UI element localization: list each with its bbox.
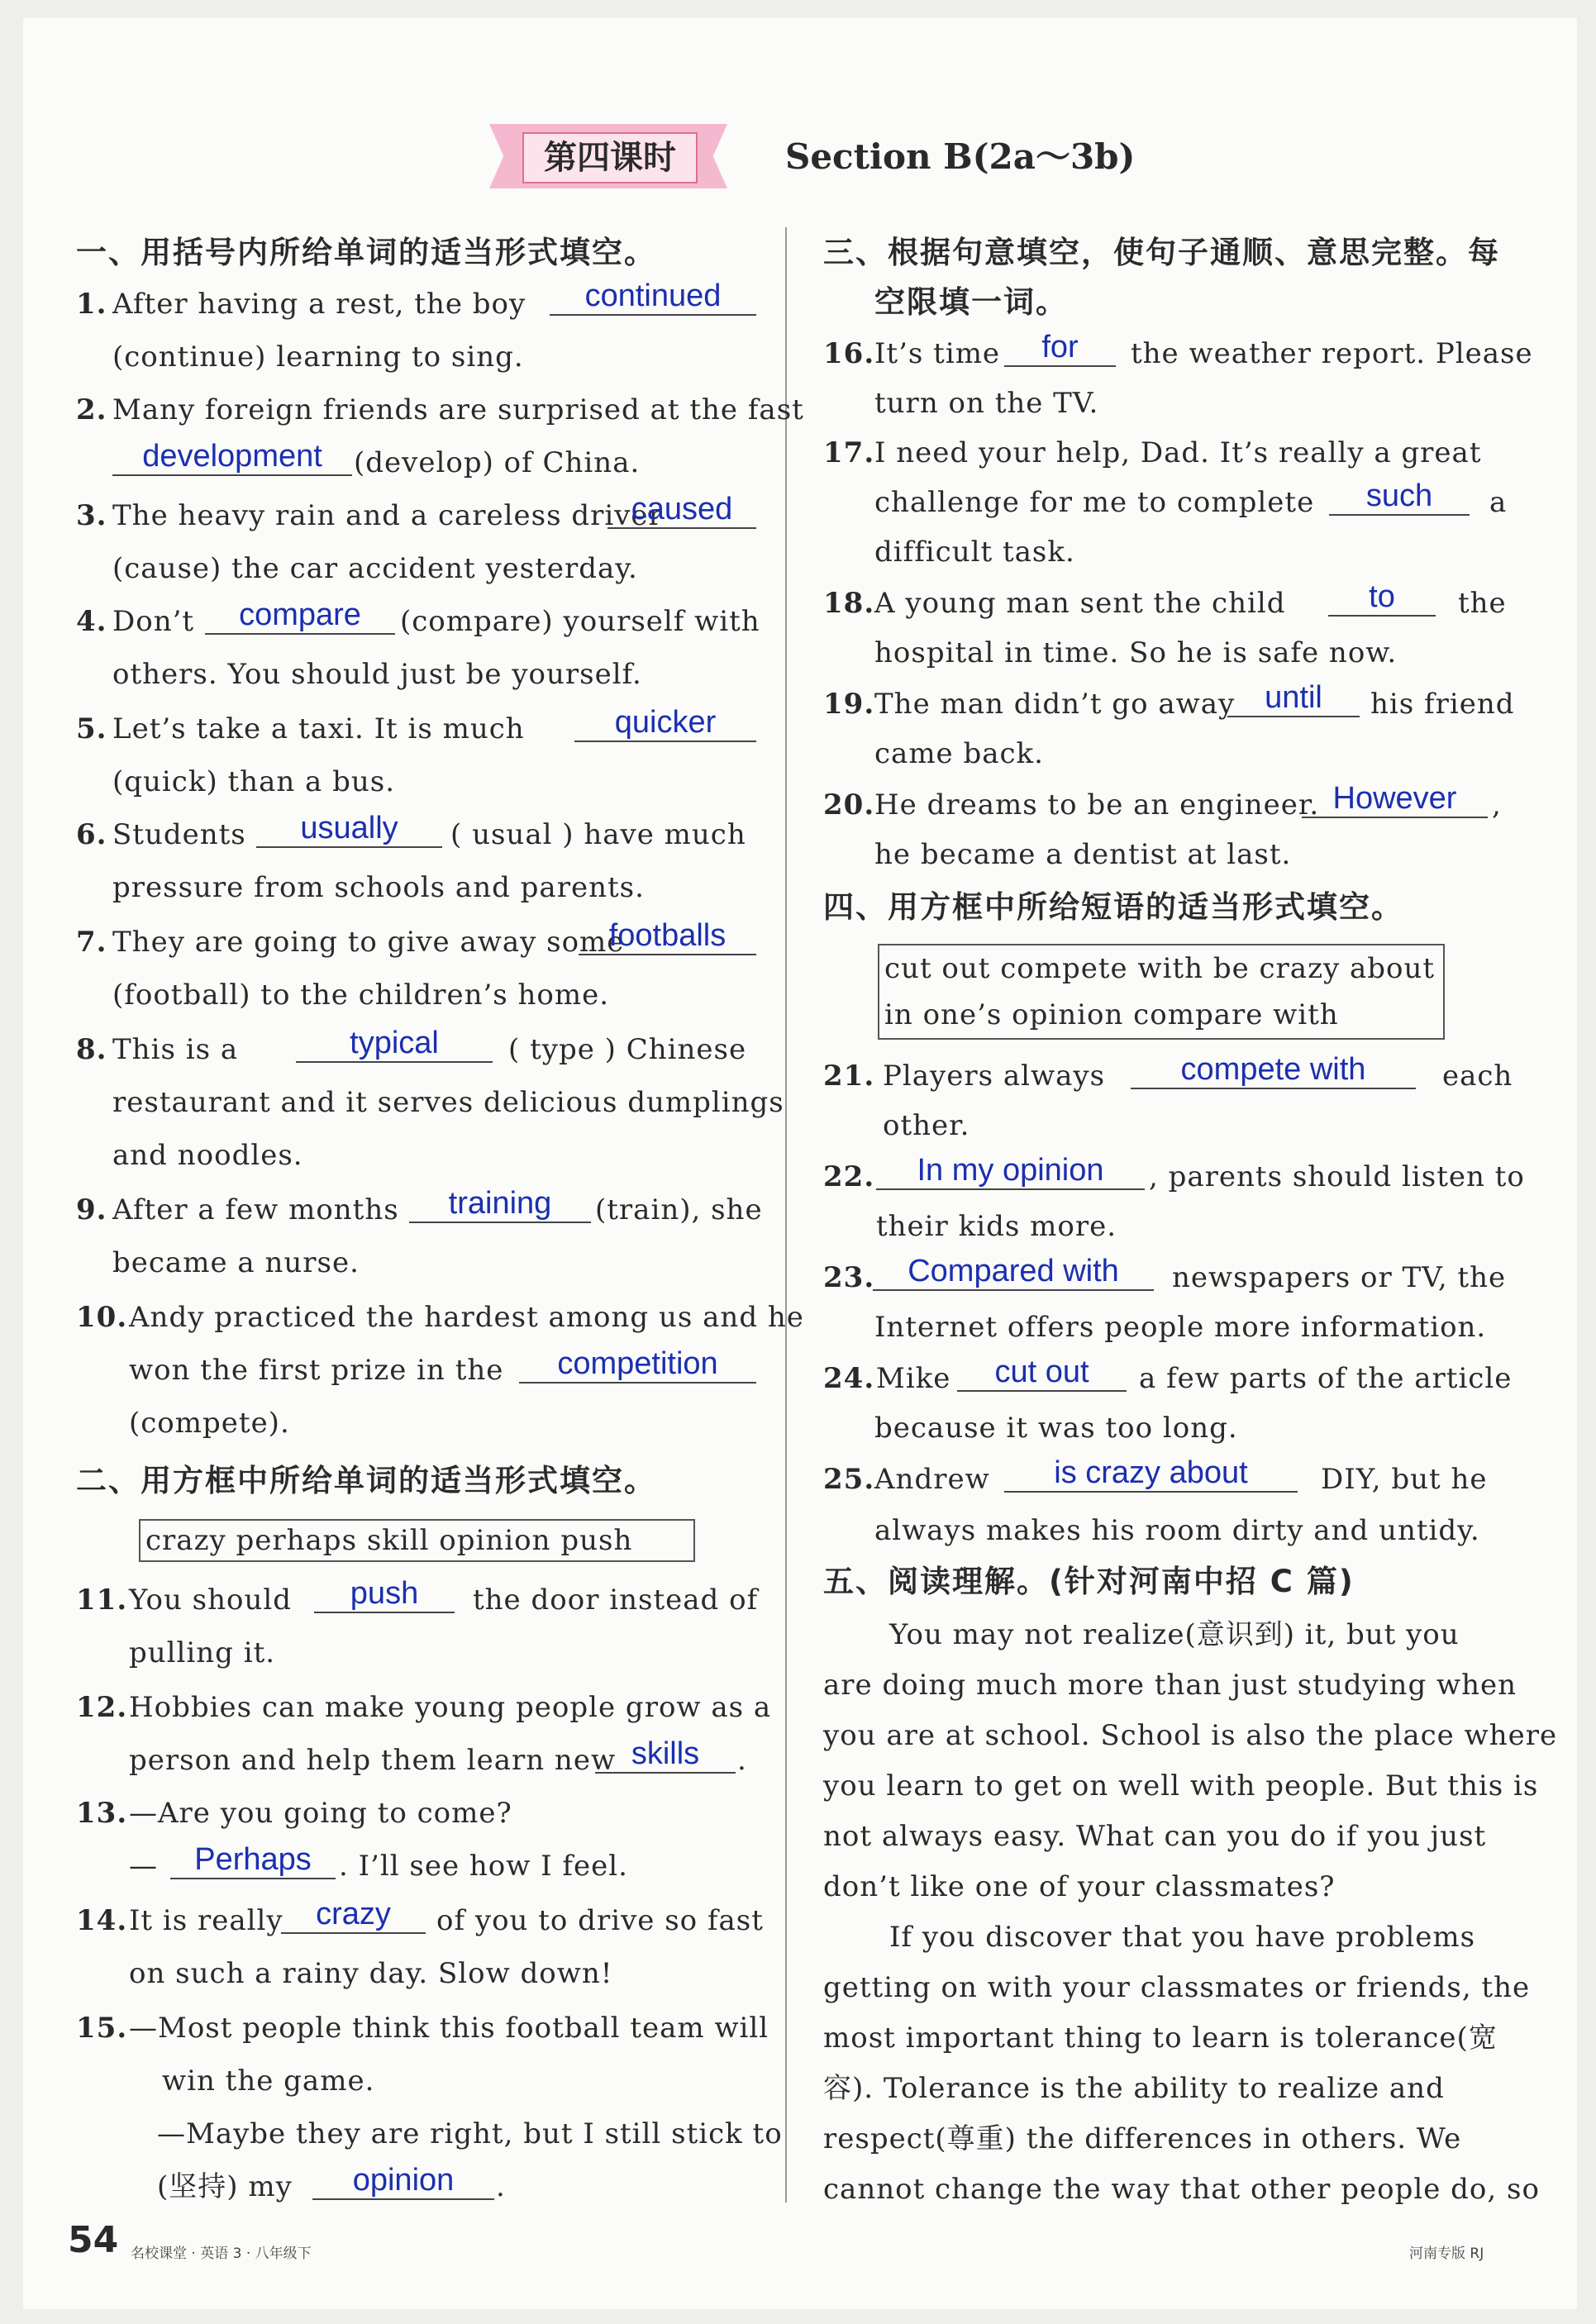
q4-number: 4. <box>76 605 107 638</box>
q17-answer[interactable]: such <box>1329 478 1470 516</box>
q23-answer[interactable]: Compared with <box>873 1253 1154 1291</box>
passage-line: You may not realize(意识到) it, but you <box>889 1618 1460 1651</box>
passage-line: you are at school. School is also the place where <box>823 1719 1558 1752</box>
q9-text: After a few months <box>112 1193 399 1226</box>
part3-heading: 三、根据句意填空，使句子通顺、意思完整。每 <box>823 235 1500 270</box>
q14-answer[interactable]: crazy <box>281 1896 426 1934</box>
q1-text: After having a rest, the boy <box>112 288 526 321</box>
q1-answer[interactable]: continued <box>550 278 756 316</box>
q16-text: It’s time <box>874 337 1001 370</box>
q18-text: A young man sent the child <box>874 587 1286 620</box>
part5-heading: 五、阅读理解。(针对河南中招 C 篇) <box>823 1564 1355 1599</box>
q15-text-4: (坚持) my <box>157 2170 293 2203</box>
phrase-box-line-2: in one’s opinion compare with <box>884 998 1339 1031</box>
passage-line: 容). Tolerance is the ability to realize and <box>823 2072 1445 2105</box>
q14-text-mid: of you to drive so fast <box>436 1904 764 1937</box>
q1-text-cont: (continue) learning to sing. <box>112 341 524 374</box>
q19-number: 19. <box>823 688 875 721</box>
part3-heading-cont: 空限填一词。 <box>874 284 1068 320</box>
q15-answer[interactable]: opinion <box>312 2162 494 2200</box>
q22-number: 22. <box>823 1160 875 1193</box>
q21-text-cont: other. <box>883 1109 970 1142</box>
q19-answer[interactable]: until <box>1227 679 1360 717</box>
q22-text-cont: their kids more. <box>876 1210 1117 1243</box>
passage-line: If you discover that you have problems <box>889 1921 1476 1954</box>
part1-heading: 一、用括号内所给单词的适当形式填空。 <box>76 235 656 270</box>
q7-text-cont: (football) to the children’s home. <box>112 979 610 1012</box>
q11-text: You should <box>129 1583 293 1617</box>
q15-number: 15. <box>76 2012 128 2045</box>
q20-text-cont: he became a dentist at last. <box>874 838 1292 871</box>
q1-number: 1. <box>76 288 107 321</box>
q14-text-cont: on such a rainy day. Slow down! <box>129 1957 613 1990</box>
q21-number: 21. <box>823 1060 875 1093</box>
q18-number: 18. <box>823 587 875 620</box>
q20-text: He dreams to be an engineer. <box>874 788 1320 821</box>
passage-line: are doing much more than just studying when <box>823 1669 1517 1702</box>
q12-text-mid: person and help them learn new <box>129 1744 617 1777</box>
q12-text-end: . <box>737 1744 747 1777</box>
q2-number: 2. <box>76 393 107 426</box>
q16-number: 16. <box>823 337 875 370</box>
q16-text-mid: the weather report. Please <box>1131 337 1533 370</box>
passage-line: cannot change the way that other people do, so <box>823 2173 1540 2206</box>
q20-number: 20. <box>823 788 875 821</box>
q19-text: The man didn’t go away <box>874 688 1236 721</box>
q24-number: 24. <box>823 1362 875 1395</box>
q6-text: Students <box>112 818 246 851</box>
q9-text-cont: became a nurse. <box>112 1246 360 1279</box>
q4-text: Don’t <box>112 605 195 638</box>
q23-text: newspapers or TV, the <box>1172 1261 1507 1294</box>
q15-text-2: win the game. <box>162 2064 375 2098</box>
q8-text: This is a <box>112 1033 239 1066</box>
q17-text-mid: challenge for me to complete <box>874 486 1315 519</box>
q7-number: 7. <box>76 926 107 959</box>
q11-answer[interactable]: push <box>314 1575 455 1613</box>
q15-text-3: —Maybe they are right, but I still stick to <box>157 2117 783 2150</box>
q15-text: —Most people think this football team will <box>129 2012 769 2045</box>
q8-answer[interactable]: typical <box>296 1025 493 1063</box>
q3-answer[interactable]: caused <box>607 491 756 529</box>
passage-line: getting on with your classmates or friends, the <box>823 1971 1531 2004</box>
q13-dash: — <box>129 1850 158 1883</box>
q15-text-end: . <box>496 2170 506 2203</box>
q17-text-a: a <box>1489 486 1508 519</box>
part2-heading: 二、用方框中所给单词的适当形式填空。 <box>76 1463 656 1498</box>
q9-number: 9. <box>76 1193 107 1226</box>
q12-answer[interactable]: skills <box>595 1736 736 1774</box>
q25-text-cont: always makes his room dirty and untidy. <box>874 1514 1480 1547</box>
q9-text-mid: (train), she <box>595 1193 763 1226</box>
q16-answer[interactable]: for <box>1004 329 1116 367</box>
q17-text-cont: difficult task. <box>874 536 1075 569</box>
q24-text-cont: because it was too long. <box>874 1412 1238 1445</box>
q17-number: 17. <box>823 436 875 469</box>
q13-text-cont: . I’ll see how I feel. <box>339 1850 628 1883</box>
q18-text-cont: hospital in time. So he is safe now. <box>874 636 1398 669</box>
edition-info: 河南专版 RJ <box>1409 2245 1484 2262</box>
q22-answer[interactable]: In my opinion <box>876 1152 1145 1190</box>
q6-text-mid: ( usual ) have much <box>450 818 746 851</box>
q6-number: 6. <box>76 818 107 851</box>
q24-text: Mike <box>876 1362 951 1395</box>
q11-number: 11. <box>76 1583 128 1617</box>
q12-number: 12. <box>76 1691 128 1724</box>
q10-text-mid: won the first prize in the <box>129 1354 504 1387</box>
q21-answer[interactable]: compete with <box>1131 1051 1416 1089</box>
q17-text: I need your help, Dad. It’s really a great <box>874 436 1482 469</box>
q3-text: The heavy rain and a careless driver <box>112 499 663 532</box>
part4-phrase-box <box>878 944 1445 1040</box>
passage-line: don’t like one of your classmates? <box>823 1870 1336 1903</box>
q11-text-cont: pulling it. <box>129 1636 276 1669</box>
section-title: Section B(2a～3b) <box>785 136 1136 177</box>
q11-text-mid: the door instead of <box>473 1583 759 1617</box>
q18-text-mid: the <box>1458 587 1507 620</box>
q10-answer[interactable]: competition <box>519 1345 756 1383</box>
part2-word-box: crazy perhaps skill opinion push <box>139 1519 695 1562</box>
q6-text-cont: pressure from schools and parents. <box>112 871 645 904</box>
q4-text-cont: others. You should just be yourself. <box>112 658 642 691</box>
q20-answer[interactable]: However <box>1302 780 1488 818</box>
q13-text: —Are you going to come? <box>129 1797 512 1830</box>
q4-answer[interactable]: compare <box>205 597 395 635</box>
q23-text-cont: Internet offers people more information. <box>874 1311 1487 1344</box>
passage-line: not always easy. What can you do if you just <box>823 1820 1487 1853</box>
part4-heading: 四、用方框中所给短语的适当形式填空。 <box>823 889 1403 925</box>
q20-text-comma: , <box>1492 788 1502 821</box>
q25-number: 25. <box>823 1463 875 1496</box>
q5-text: Let’s take a taxi. It is much <box>112 712 525 745</box>
page-number: 54 <box>68 2219 119 2261</box>
q16-text-cont: turn on the TV. <box>874 387 1099 420</box>
q9-answer[interactable]: training <box>409 1185 591 1223</box>
q3-number: 3. <box>76 499 107 532</box>
q5-number: 5. <box>76 712 107 745</box>
q10-text: Andy practiced the hardest among us and he <box>129 1301 804 1334</box>
book-info: 名校课堂 · 英语 3 · 八年级下 <box>131 2245 312 2262</box>
q5-text-cont: (quick) than a bus. <box>112 765 396 798</box>
q5-answer[interactable]: quicker <box>574 704 756 742</box>
reading-passage <box>823 1610 1558 2215</box>
q25-text: Andrew <box>874 1463 990 1496</box>
q13-answer[interactable]: Perhaps <box>170 1841 336 1879</box>
q25-answer[interactable]: is crazy about <box>1004 1455 1298 1493</box>
q13-number: 13. <box>76 1797 128 1830</box>
phrase-box-line-1: cut out compete with be crazy about <box>884 952 1436 985</box>
q24-answer[interactable]: cut out <box>957 1354 1127 1392</box>
q2-text-cont: (develop) of China. <box>354 446 641 479</box>
q10-text-cont: (compete). <box>129 1407 290 1440</box>
column-divider <box>785 227 787 2203</box>
q8-text-cont: restaurant and it serves delicious dumplings <box>112 1086 784 1119</box>
q8-text-mid: ( type ) Chinese <box>508 1033 747 1066</box>
q7-answer[interactable]: footballs <box>579 917 756 955</box>
q3-text-cont: (cause) the car accident yesterday. <box>112 552 638 585</box>
q8-text-end: and noodles. <box>112 1139 303 1172</box>
q14-text: It is really <box>129 1904 283 1937</box>
q14-number: 14. <box>76 1904 128 1937</box>
q4-text-mid: (compare) yourself with <box>400 605 760 638</box>
passage-line: respect(尊重) the differences in others. We <box>823 2122 1462 2155</box>
passage-line: you learn to get on well with people. But this is <box>823 1769 1539 1803</box>
q2-text: Many foreign friends are surprised at the fast <box>112 393 804 426</box>
q10-number: 10. <box>76 1301 128 1334</box>
q22-text: , parents should listen to <box>1149 1160 1525 1193</box>
lesson-badge: 第四课时 <box>522 132 698 183</box>
q21-text-mid: each <box>1442 1060 1513 1093</box>
q23-number: 23. <box>823 1261 875 1294</box>
q19-text-cont: came back. <box>874 737 1044 770</box>
q12-text: Hobbies can make young people grow as a <box>129 1691 772 1724</box>
q24-text-mid: a few parts of the article <box>1139 1362 1513 1395</box>
q21-text: Players always <box>883 1060 1106 1093</box>
q18-answer[interactable]: to <box>1328 579 1436 617</box>
q19-text-mid: his friend <box>1370 688 1515 721</box>
q8-number: 8. <box>76 1033 107 1066</box>
passage-line: most important thing to learn is tolerance(宽 <box>823 2022 1498 2055</box>
q25-text-mid: DIY, but he <box>1321 1463 1488 1496</box>
q2-answer[interactable]: development <box>112 438 352 476</box>
q7-text: They are going to give away some <box>112 926 625 959</box>
q6-answer[interactable]: usually <box>256 810 442 848</box>
